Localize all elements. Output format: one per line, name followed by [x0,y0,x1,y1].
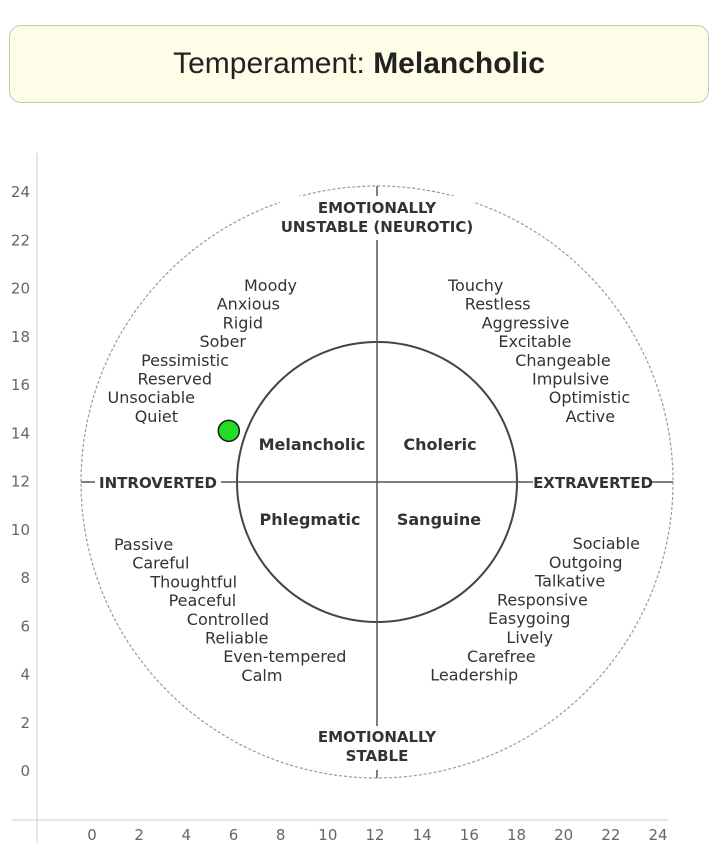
quadrant-melancholic: Melancholic [258,435,366,454]
trait-label: Carefree [467,646,536,666]
x-tick-label: 12 [365,826,385,844]
top-label-line-1: EMOTIONALLY [317,199,437,217]
y-tick-label: 24 [10,183,30,201]
x-tick-labels [87,826,667,844]
y-tick-labels [11,183,30,780]
trait-label: Aggressive [481,313,570,333]
trait-label: Optimistic [548,388,631,408]
trait-label: Anxious [216,294,280,314]
x-tick-label: 0 [87,826,97,844]
x-tick-label: 10 [318,826,338,844]
x-tick-label: 16 [459,826,479,844]
y-tick-label: 4 [20,665,30,684]
x-tick-label: 22 [601,826,621,844]
y-tick-label: 8 [20,569,30,587]
traits-top-left [108,276,297,426]
trait-label: Unsociable [107,388,195,408]
y-tick-label: 0 [20,762,30,780]
trait-label: Responsive [497,590,588,610]
quadrant-sanguine: Sanguine [396,510,482,529]
trait-label: Careful [132,553,190,573]
temperament-label: Temperament: [173,47,365,80]
trait-label: Impulsive [532,369,610,389]
trait-label: Even-tempered [223,647,347,667]
x-tick-label: 4 [181,826,192,844]
x-tick-label: 24 [648,826,668,844]
data-points [218,420,239,441]
trait-label: Changeable [515,350,611,370]
trait-label: Quiet [134,406,178,426]
trait-label: Excitable [498,332,572,352]
data-point [218,420,239,441]
trait-label: Lively [506,628,553,647]
trait-label: Easygoing [487,609,571,629]
quadrant-phlegmatic: Phlegmatic [259,510,361,529]
traits-top-right [447,276,630,426]
x-tick-label: 18 [506,826,527,844]
introverted-label: INTROVERTED [99,474,217,492]
temperament-diagram [81,186,673,778]
extraverted-label: EXTRAVERTED [533,474,653,492]
traits-bottom-left [114,535,346,685]
trait-label: Calm [241,665,283,685]
temperament-value: Melancholic [373,47,545,80]
y-tick-label: 14 [10,424,30,443]
top-label-line-2: UNSTABLE (NEUROTIC) [280,218,474,236]
trait-label: Rigid [222,313,263,333]
trait-label: Sober [199,332,246,352]
trait-label: Reserved [137,369,212,389]
y-tick-label: 16 [10,376,30,394]
quadrant-choleric: Choleric [403,435,477,454]
trait-label: Restless [464,294,531,314]
traits-bottom-right [430,534,640,685]
trait-label: Talkative [534,571,606,591]
y-tick-label: 20 [10,279,30,298]
trait-label: Controlled [186,609,270,629]
trait-label: Moody [243,276,297,295]
x-tick-label: 8 [275,826,286,844]
trait-label: Reliable [205,628,269,648]
y-tick-label: 22 [10,231,30,250]
x-tick-label: 20 [554,826,574,844]
trait-label: Outgoing [548,552,623,572]
x-tick-label: 6 [228,826,239,844]
trait-label: Touchy [448,276,504,295]
trait-label: Passive [114,535,174,554]
y-tick-label: 6 [20,617,30,636]
y-tick-label: 2 [20,713,30,732]
trait-label: Peaceful [168,591,237,611]
bottom-label-line-1: EMOTIONALLY [317,728,437,746]
bottom-label-line-2: STABLE [345,747,409,765]
trait-label: Active [565,406,616,426]
y-tick-label: 18 [10,327,30,346]
trait-label: Pessimistic [141,350,229,370]
x-tick-label: 14 [412,826,432,844]
x-tick-label: 2 [134,826,144,844]
trait-label: Leadership [430,665,519,685]
y-tick-label: 10 [10,520,30,539]
trait-label: Sociable [572,534,640,553]
trait-label: Thoughtful [150,572,238,592]
y-tick-label: 12 [10,472,30,491]
